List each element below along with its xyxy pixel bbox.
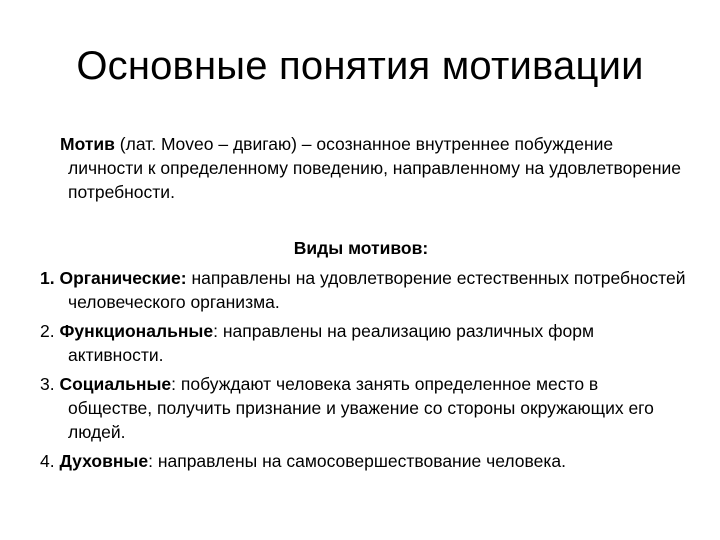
- definition-text: (лат. Moveo – двигаю) – осознанное внутреннее побуждение личности к определенному поведению, направленному на удовлетворение потребности.: [68, 134, 682, 202]
- list-item: [36, 449, 686, 473]
- item-number: 4.: [40, 451, 60, 471]
- item-number: 1.: [40, 268, 60, 288]
- item-name: Функциональные: [59, 321, 214, 341]
- item-text: : побуждают человека занять определенное место в обществе, получить признание и уважение со стороны окружающих его людей.: [68, 374, 654, 442]
- item-number: 3.: [40, 374, 60, 394]
- slide-title: Основные понятия мотивации: [76, 44, 644, 88]
- slide-body: [36, 132, 686, 478]
- types-heading: Виды мотивов:: [293, 238, 429, 258]
- item-text: направлены на удовлетворение естественных потребностей человеческого организма.: [68, 268, 686, 312]
- types-list: [36, 266, 686, 473]
- item-number: 2.: [40, 321, 60, 341]
- definition-term: Мотив: [60, 134, 115, 154]
- item-name: Духовные: [59, 451, 149, 471]
- item-text: : направлены на реализацию различных форм активности.: [68, 321, 595, 365]
- item-text: : направлены на самосовершествование человека.: [148, 451, 566, 471]
- list-item: [36, 319, 686, 367]
- item-name: Органические:: [59, 268, 187, 288]
- definition-paragraph: [36, 132, 686, 204]
- list-item: [36, 372, 686, 444]
- list-item: [36, 266, 686, 314]
- item-name: Социальные: [59, 374, 172, 394]
